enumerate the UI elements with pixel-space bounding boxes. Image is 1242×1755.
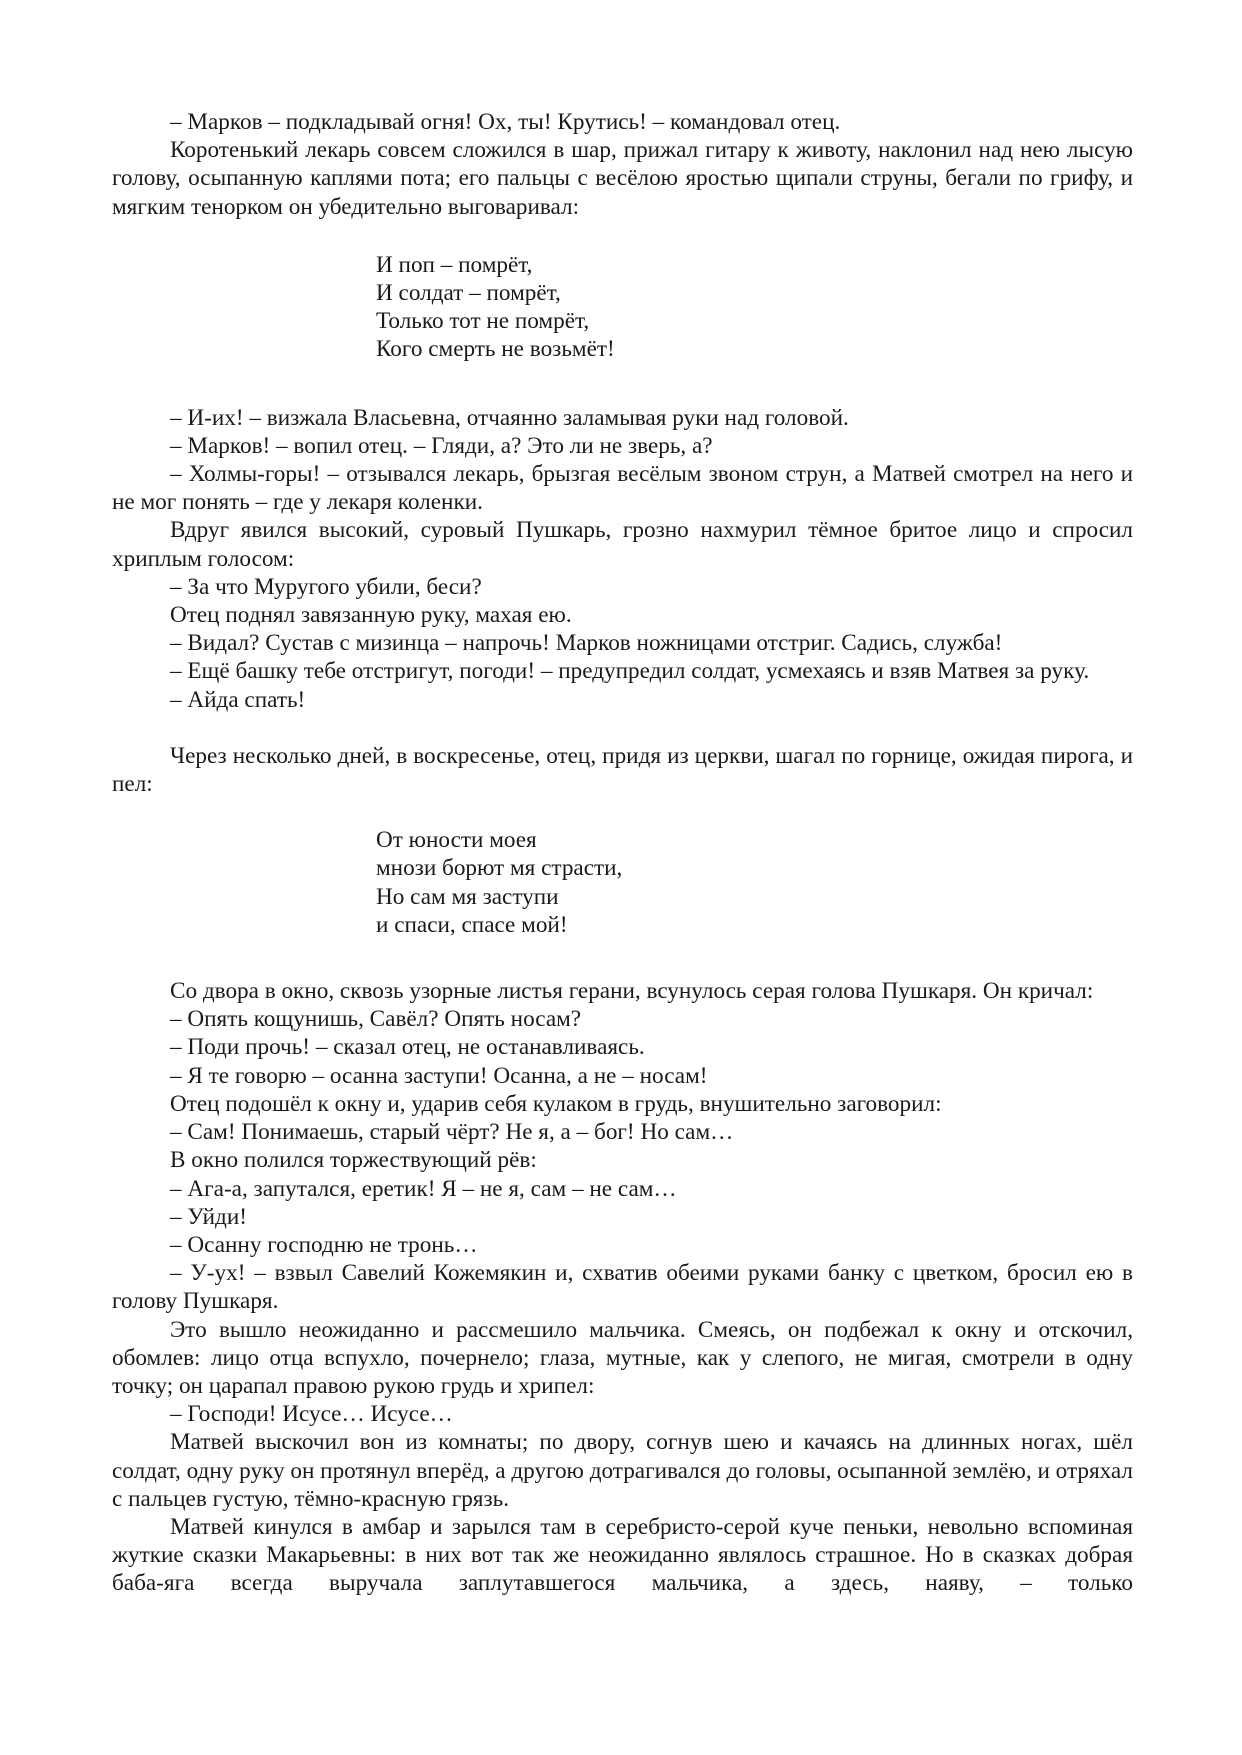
paragraph: Матвей выскочил вон из комнаты; по двору, согнув шею и качаясь на длинных ногах, шёл солдат, одну руку он протянул вперёд, а другою дотрагивался до головы, осыпанной землёю, и отряхал с пальцев густую, тёмно-красную грязь. (112, 1429, 1133, 1512)
paragraph: – Холмы-горы! – отзывался лекарь, брызгая весёлым звоном струн, а Матвей смотрел на него и не мог понять – где у лекаря коленки. (112, 461, 1133, 516)
paragraph: – Марков! – вопил отец. – Гляди, а? Это ли не зверь, а? (170, 432, 713, 459)
verse-line: И солдат – помрёт, (376, 280, 561, 307)
paragraph: Со двора в окно, сквозь узорные листья герани, всунулось серая голова Пушкаря. Он кричал: (170, 978, 1094, 1005)
paragraph: – За что Муругого убили, беси? (170, 573, 482, 600)
section-break (112, 714, 1133, 742)
paragraph: Отец поднял завязанную руку, махая ею. (170, 602, 572, 629)
paragraph: – Поди прочь! – сказал отец, не останавливаясь. (170, 1034, 645, 1061)
paragraph: – Марков – подкладывай огня! Ох, ты! Крутись! – командовал отец. (170, 109, 841, 135)
paragraph: – И-их! – визжала Власьевна, отчаянно заламывая руки над головой. (170, 404, 849, 431)
verse-line: От юности моея (376, 827, 537, 854)
paragraph: Отец подошёл к окну и, ударив себя кулаком в грудь, внушительно заговорил: (170, 1090, 942, 1117)
paragraph: – Осанну господню не тронь… (170, 1231, 478, 1258)
paragraph: Коротенький лекарь совсем сложился в шар, прижал гитару к животу, наклонил над нею лысую голову, осыпанную каплями пота; его пальцы с весёлою яростью щипали струны, бегали по грифу, и мягким тенорком он убедительно выговаривал: (112, 137, 1133, 220)
paragraph: – Айда спать! (170, 686, 306, 713)
paragraph: – Господи! Исусе… Исусе… (170, 1401, 453, 1428)
paragraph: – Видал? Сустав с мизинца – напрочь! Марков ножницами отстриг. Садись, служба! (170, 630, 1003, 657)
paragraph: В окно полился торжествующий рёв: (170, 1147, 537, 1174)
paragraph: – У-ух! – взвыл Савелий Кожемякин и, схватив обеими руками банку с цветком, бросил ею в голову Пушкаря. (112, 1260, 1133, 1315)
verse-line: Но сам мя заступи (376, 883, 559, 910)
paragraph: – Уйди! (170, 1203, 247, 1230)
paragraph: – Ещё башку тебе отстригут, погоди! – предупредил солдат, усмехаясь и взяв Матвея за руку. (170, 658, 1090, 685)
verse-line: И поп – помрёт, (376, 251, 533, 278)
paragraph: Это вышло неожиданно и рассмешило мальчика. Смеясь, он подбежал к окну и отскочил, обомлев: лицо отца вспухло, почернело; глаза, мутные, как у слепого, не мигая, смотрели в одну точку; он царапал правою рукою грудь и хрипел: (112, 1316, 1133, 1399)
verse-line: Кого смерть не возьмёт! (376, 336, 615, 363)
hymn-verse (112, 826, 1133, 939)
paragraph: – Ага-а, запутался, еретик! Я – не я, сам – не сам… (170, 1175, 677, 1202)
verse-line: и спаси, спасе мой! (376, 911, 568, 938)
verse-line: Только тот не помрёт, (376, 308, 590, 335)
paragraph: Через несколько дней, в воскресенье, отец, придя из церкви, шагал по горнице, ожидая пирога, и пел: (112, 742, 1133, 798)
document-page (112, 108, 1133, 1598)
paragraph: – Опять кощунишь, Савёл? Опять носам? (170, 1006, 582, 1033)
paragraph: – Сам! Понимаешь, старый чёрт? Не я, а – бог! Но сам… (170, 1119, 734, 1146)
paragraph: Матвей кинулся в амбар и зарылся там в серебристо-серой куче пеньки, невольно вспоминая жуткие сказки Макарьевны: в них вот так же неожиданно являлось страшное. Но в сказках добрая баба-яга всегда выручала заплутавшегося мальчика, а здесь, наяву, – только (112, 1513, 1133, 1597)
paragraph: Вдруг явился высокий, суровый Пушкарь, грозно нахмурил тёмное бритое лицо и спросил хриплым голосом: (112, 517, 1133, 572)
song-verse (112, 251, 1133, 364)
paragraph: – Я те говорю – осанна заступи! Осанна, а не – носам! (170, 1062, 708, 1089)
verse-line: мнози борют мя страсти, (376, 855, 623, 882)
